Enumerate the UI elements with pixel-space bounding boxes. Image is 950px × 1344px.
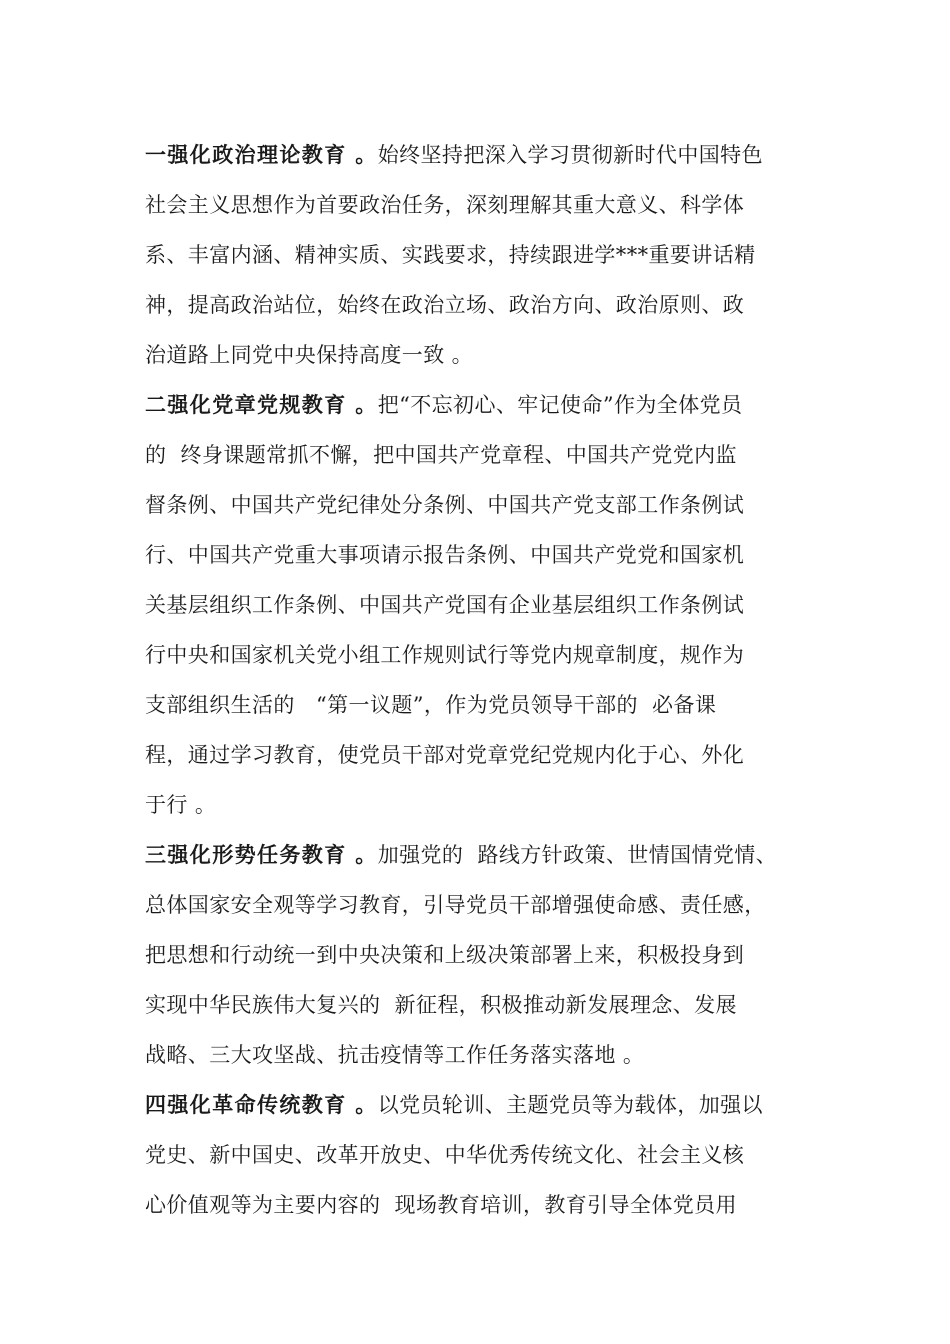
document-body bbox=[145, 130, 835, 1230]
paragraph-3-text: 加强党的 路线方针政策、世情国情党情、 bbox=[377, 843, 778, 867]
paragraph-4-line-1 bbox=[145, 1080, 835, 1130]
paragraph-1-line-5: 治道路上同党中央保持高度一致 。 bbox=[145, 343, 474, 367]
paragraph-2-line-2: 的 终身课题常抓不懈，把中国共产党章程、中国共产党党内监 bbox=[145, 443, 737, 467]
paragraph-3-line-4: 实现中华民族伟大复兴的 新征程，积极推动新发展理念、发展 bbox=[145, 993, 737, 1017]
paragraph-4-heading: 四强化革命传统教育 。 bbox=[145, 1093, 378, 1117]
paragraph-3-line-5: 战略、三大攻坚战、抗击疫情等工作任务落实落地 。 bbox=[145, 1043, 645, 1067]
paragraph-2-line-4: 行、中国共产党重大事项请示报告条例、中国共产党党和国家机 bbox=[145, 543, 745, 567]
paragraph-2-line-1 bbox=[145, 380, 835, 430]
paragraph-1-text: 始终坚持把深入学习贯彻新时代中国特色 bbox=[377, 143, 763, 167]
paragraph-2-line-9: 于行 。 bbox=[145, 793, 217, 817]
paragraph-1-line-2: 社会主义思想作为首要政治任务，深刻理解其重大意义、科学体 bbox=[145, 193, 745, 217]
paragraph-2-line-3: 督条例、中国共产党纪律处分条例、中国共产党支部工作条例试 bbox=[145, 493, 745, 517]
paragraph-1-line-3: 系、丰富内涵、精神实质、实践要求，持续跟进学***重要讲话精 bbox=[145, 243, 756, 267]
paragraph-1-line-1 bbox=[145, 130, 835, 180]
paragraph-3-heading: 三强化形势任务教育 。 bbox=[145, 843, 378, 867]
paragraph-4-line-3: 心价值观等为主要内容的 现场教育培训，教育引导全体党员用 bbox=[145, 1193, 737, 1217]
paragraph-2-line-6: 行中央和国家机关党小组工作规则试行等党内规章制度，规作为 bbox=[145, 643, 745, 667]
paragraph-1-line-4: 神，提高政治站位，始终在政治立场、政治方向、政治原则、政 bbox=[145, 293, 745, 317]
paragraph-2-line-8: 程，通过学习教育，使党员干部对党章党纪党规内化于心、外化 bbox=[145, 743, 745, 767]
paragraph-2-text: 把“不忘初心、牢记使命”作为全体党员 bbox=[377, 393, 743, 417]
paragraph-4-text: 以党员轮训、主题党员等为载体，加强以 bbox=[377, 1093, 763, 1117]
paragraph-3-line-2: 总体国家安全观等学习教育，引导党员干部增强使命感、责任感， bbox=[145, 893, 766, 917]
paragraph-2-line-7: 支部组织生活的 “第一议题”，作为党员领导干部的 必备课 bbox=[145, 693, 717, 717]
paragraph-2-heading: 二强化党章党规教育 。 bbox=[145, 393, 378, 417]
paragraph-3-line-1 bbox=[145, 830, 835, 880]
paragraph-2-line-5: 关基层组织工作条例、中国共产党国有企业基层组织工作条例试 bbox=[145, 593, 745, 617]
paragraph-3-line-3: 把思想和行动统一到中央决策和上级决策部署上来，积极投身到 bbox=[145, 943, 745, 967]
paragraph-1-heading: 一强化政治理论教育 。 bbox=[145, 143, 378, 167]
paragraph-4-line-2: 党史、新中国史、改革开放史、中华优秀传统文化、社会主义核 bbox=[145, 1143, 745, 1167]
